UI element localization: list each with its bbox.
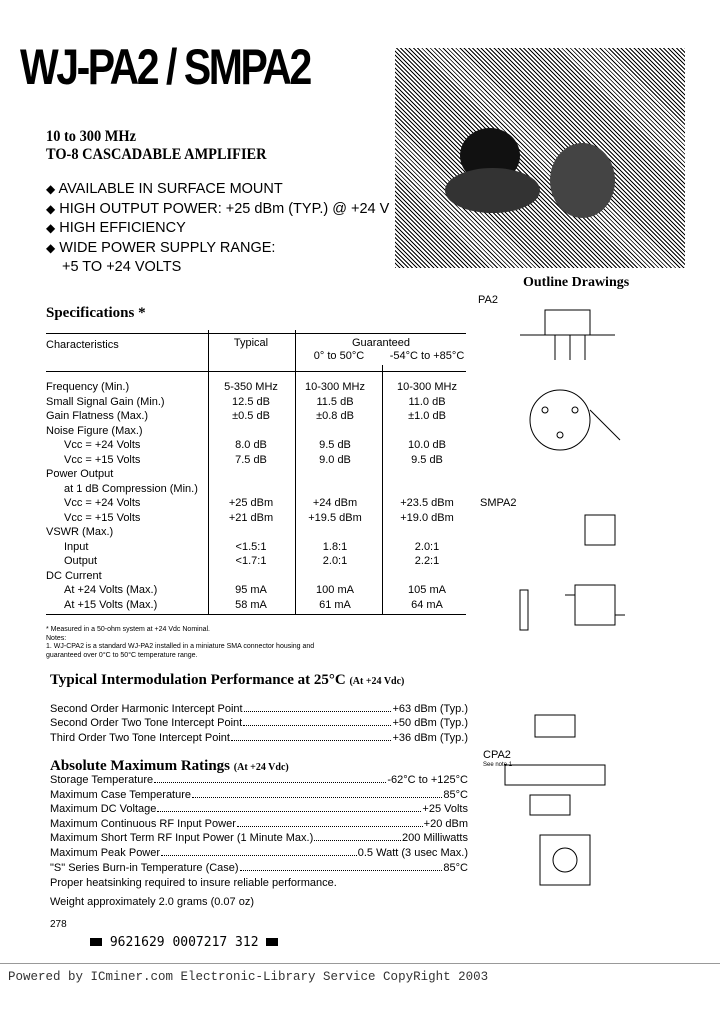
subtitle-product: TO-8 CASCADABLE AMPLIFIER xyxy=(46,146,267,163)
spec-value: <1.7:1 xyxy=(235,555,267,567)
rating-label: Maximum DC Voltage xyxy=(50,803,157,816)
spec-value: +24 dBm xyxy=(312,497,358,509)
pa2-label: PA2 xyxy=(478,294,498,306)
rating-label: Second Order Harmonic Intercept Point xyxy=(50,703,243,715)
outline-drawings-heading: Outline Drawings xyxy=(523,275,630,290)
leader-dots xyxy=(314,832,401,841)
spec-row-label: Vcc = +15 Volts xyxy=(64,511,141,524)
rating-value: +25 Volts xyxy=(422,803,468,816)
cpa2-label: CPA2 xyxy=(483,749,511,761)
spec-row-label: Power Output xyxy=(46,468,114,480)
spec-row-label: Vcc = +15 Volts xyxy=(64,453,141,466)
intermod-title: Typical Intermodulation Performance at 25°C xyxy=(50,672,346,688)
rating-label: Maximum Short Term RF Input Power (1 Minute Max.) xyxy=(50,832,314,845)
spec-footnote: 1. WJ-CPA2 is a standard WJ-PA2 installed in a miniature SMA connector housing and xyxy=(46,643,315,650)
spec-row-label: VSWR (Max.) xyxy=(46,526,114,538)
spec-value: 95 mA xyxy=(235,584,267,596)
page-title: WJ-PA2 / SMPA2 xyxy=(20,39,310,95)
rating-row xyxy=(50,789,468,801)
leader-dots xyxy=(154,774,386,783)
rating-row xyxy=(50,832,468,844)
spec-value: +25 dBm xyxy=(228,497,274,509)
spec-row-label: Gain Flatness (Max.) xyxy=(46,410,149,422)
feature-item xyxy=(62,259,181,275)
leader-dots xyxy=(237,818,423,827)
rating-label: Second Order Two Tone Intercept Point xyxy=(50,717,243,730)
feature-text: +5 TO +24 VOLTS xyxy=(62,259,182,275)
absmax-condition: (At +24 Vdc) xyxy=(233,762,289,773)
spec-value: 5-350 MHz xyxy=(224,381,278,393)
to8-base-image xyxy=(445,168,540,213)
feature-text: AVAILABLE IN SURFACE MOUNT xyxy=(58,181,283,197)
col-typical: Typical xyxy=(233,337,269,349)
leader-dots xyxy=(192,789,442,798)
rating-row xyxy=(50,862,468,874)
product-photo xyxy=(395,48,685,268)
spec-row-label: DC Current xyxy=(46,569,102,582)
spec-value: 61 mA xyxy=(319,598,351,611)
spec-value: +23.5 dBm xyxy=(400,497,454,509)
smpa2-side-view xyxy=(520,585,625,630)
smpa2-top-view xyxy=(585,515,615,545)
rating-value: -62°C to +125°C xyxy=(387,774,468,786)
leader-dots xyxy=(244,703,392,712)
col-guaranteed-0-50: 0° to 50°C xyxy=(313,350,365,362)
spec-value: 10.0 dB xyxy=(408,439,446,451)
rating-row xyxy=(50,847,468,859)
spec-row-label: At +24 Volts (Max.) xyxy=(64,584,158,596)
spec-value: <1.5:1 xyxy=(235,540,267,553)
spec-value: 10-300 MHz xyxy=(397,381,457,393)
spec-value: +19.0 dBm xyxy=(400,511,454,524)
spec-value: 105 mA xyxy=(408,584,446,596)
pa2-side-view xyxy=(520,310,615,360)
rating-row xyxy=(50,703,468,715)
smpa2-image xyxy=(550,143,615,218)
spec-row-label: Vcc = +24 Volts xyxy=(64,439,141,451)
spec-value: +21 dBm xyxy=(228,511,274,524)
spec-row-label: Small Signal Gain (Min.) xyxy=(46,395,165,408)
feature-item xyxy=(46,181,283,197)
feature-text: WIDE POWER SUPPLY RANGE: xyxy=(59,239,276,256)
spec-row-label: Input xyxy=(64,540,89,553)
spec-row-label: Frequency (Min.) xyxy=(46,381,130,393)
spec-value: ±0.5 dB xyxy=(232,410,270,422)
spec-value: 11.5 dB xyxy=(316,395,354,408)
leader-dots xyxy=(161,847,357,856)
diamond-bullet-icon: ◆ xyxy=(46,240,56,255)
spec-value: 9.5 dB xyxy=(411,453,443,466)
spec-row-label: At +15 Volts (Max.) xyxy=(64,598,158,611)
rating-row xyxy=(50,774,468,786)
spec-value: 2.2:1 xyxy=(414,555,440,567)
spec-value: 2.0:1 xyxy=(414,540,440,553)
spec-value: 100 mA xyxy=(316,584,354,596)
rating-label: "S" Series Burn-in Temperature (Case) xyxy=(50,861,239,874)
footer-text: Powered by ICminer.com Electronic-Library Service CopyRight 2003 xyxy=(8,970,489,984)
leader-dots xyxy=(243,717,391,726)
specifications-heading: Specifications * xyxy=(46,305,146,321)
leader-dots xyxy=(240,862,443,871)
col-guaranteed: Guaranteed xyxy=(351,337,411,349)
spec-value: 9.5 dB xyxy=(319,439,351,451)
spec-value: 9.0 dB xyxy=(319,453,351,466)
spec-value: ±0.8 dB xyxy=(316,410,354,422)
rating-row xyxy=(50,717,468,729)
diamond-bullet-icon: ◆ xyxy=(46,201,56,216)
spec-value: +19.5 dBm xyxy=(308,511,362,524)
spec-row-label: at 1 dB Compression (Min.) xyxy=(64,482,198,495)
rating-value: 0.5 Watt (3 usec Max.) xyxy=(357,847,468,859)
rating-row xyxy=(50,818,468,830)
rating-value: +63 dBm (Typ.) xyxy=(392,703,468,715)
rating-value: 200 Milliwatts xyxy=(401,832,468,845)
see-note-label: See note 1 xyxy=(483,762,513,768)
spec-footnote: Notes: xyxy=(46,634,67,642)
diamond-bullet-icon: ◆ xyxy=(46,221,56,235)
absmax-heading xyxy=(50,758,289,775)
rating-label: Third Order Two Tone Intercept Point xyxy=(50,731,230,744)
pa2-bottom-view xyxy=(530,390,620,450)
rating-value: 85°C xyxy=(443,861,468,874)
rating-row xyxy=(50,803,468,815)
heatsink-note: Proper heatsinking required to insure reliable performance. xyxy=(50,877,337,889)
rating-value: +50 dBm (Typ.) xyxy=(392,717,468,730)
spec-footnote: * Measured in a 50-ohm system at +24 Vdc Nominal. xyxy=(46,626,210,633)
leader-dots xyxy=(231,732,392,741)
col-guaranteed-54-85: -54°C to +85°C xyxy=(389,350,465,362)
spec-value: ±1.0 dB xyxy=(408,410,446,422)
barcode-number: 9621629 0007217 312 xyxy=(109,935,259,950)
barcode-line xyxy=(90,935,278,950)
rating-row xyxy=(50,732,468,744)
spec-footnote: guaranteed over 0°C to 50°C temperature range. xyxy=(46,651,198,659)
spec-row-label: Output xyxy=(64,555,98,567)
spec-value: 7.5 dB xyxy=(235,453,267,466)
spec-row-label: Noise Figure (Max.) xyxy=(46,424,143,437)
footer-divider xyxy=(0,963,720,964)
spec-value: 10-300 MHz xyxy=(305,381,365,393)
spec-value: 2.0:1 xyxy=(322,555,348,567)
spec-value: 8.0 dB xyxy=(235,439,267,451)
rating-label: Maximum Case Temperature xyxy=(50,788,192,801)
diamond-bullet-icon: ◆ xyxy=(46,182,56,196)
spec-value: 58 mA xyxy=(235,598,267,611)
feature-text: HIGH EFFICIENCY xyxy=(59,220,186,236)
leader-dots xyxy=(157,803,421,812)
rating-value: 85°C xyxy=(443,788,468,801)
spec-value: 64 mA xyxy=(411,598,443,611)
spec-value: 11.0 dB xyxy=(408,395,446,408)
cpa2-drawing xyxy=(505,715,605,885)
spec-value: 12.5 dB xyxy=(232,395,270,408)
rating-label: Maximum Continuous RF Input Power xyxy=(50,817,236,830)
rating-label: Maximum Peak Power xyxy=(50,847,161,859)
page-number: 278 xyxy=(50,919,67,930)
weight-note: Weight approximately 2.0 grams (0.07 oz) xyxy=(50,896,254,908)
absmax-title: Absolute Maximum Ratings xyxy=(50,758,231,774)
col-characteristics: Characteristics xyxy=(46,339,119,351)
feature-item xyxy=(46,220,186,236)
feature-item xyxy=(46,201,389,217)
rating-value: +36 dBm (Typ.) xyxy=(392,731,468,744)
spec-value: 1.8:1 xyxy=(322,540,348,553)
rating-label: Storage Temperature xyxy=(50,774,154,786)
subtitle-frequency: 10 to 300 MHz xyxy=(46,128,136,145)
feature-item xyxy=(46,240,275,256)
spec-row-label: Vcc = +24 Volts xyxy=(64,497,141,509)
intermod-condition: (At +24 Vdc) xyxy=(349,676,405,687)
intermod-heading xyxy=(50,672,404,689)
outline-drawings-svg xyxy=(480,300,680,950)
rating-value: +20 dBm xyxy=(423,817,468,830)
smpa2-label: SMPA2 xyxy=(480,497,517,509)
feature-text: HIGH OUTPUT POWER: +25 dBm (TYP.) @ +24 V xyxy=(59,200,390,217)
